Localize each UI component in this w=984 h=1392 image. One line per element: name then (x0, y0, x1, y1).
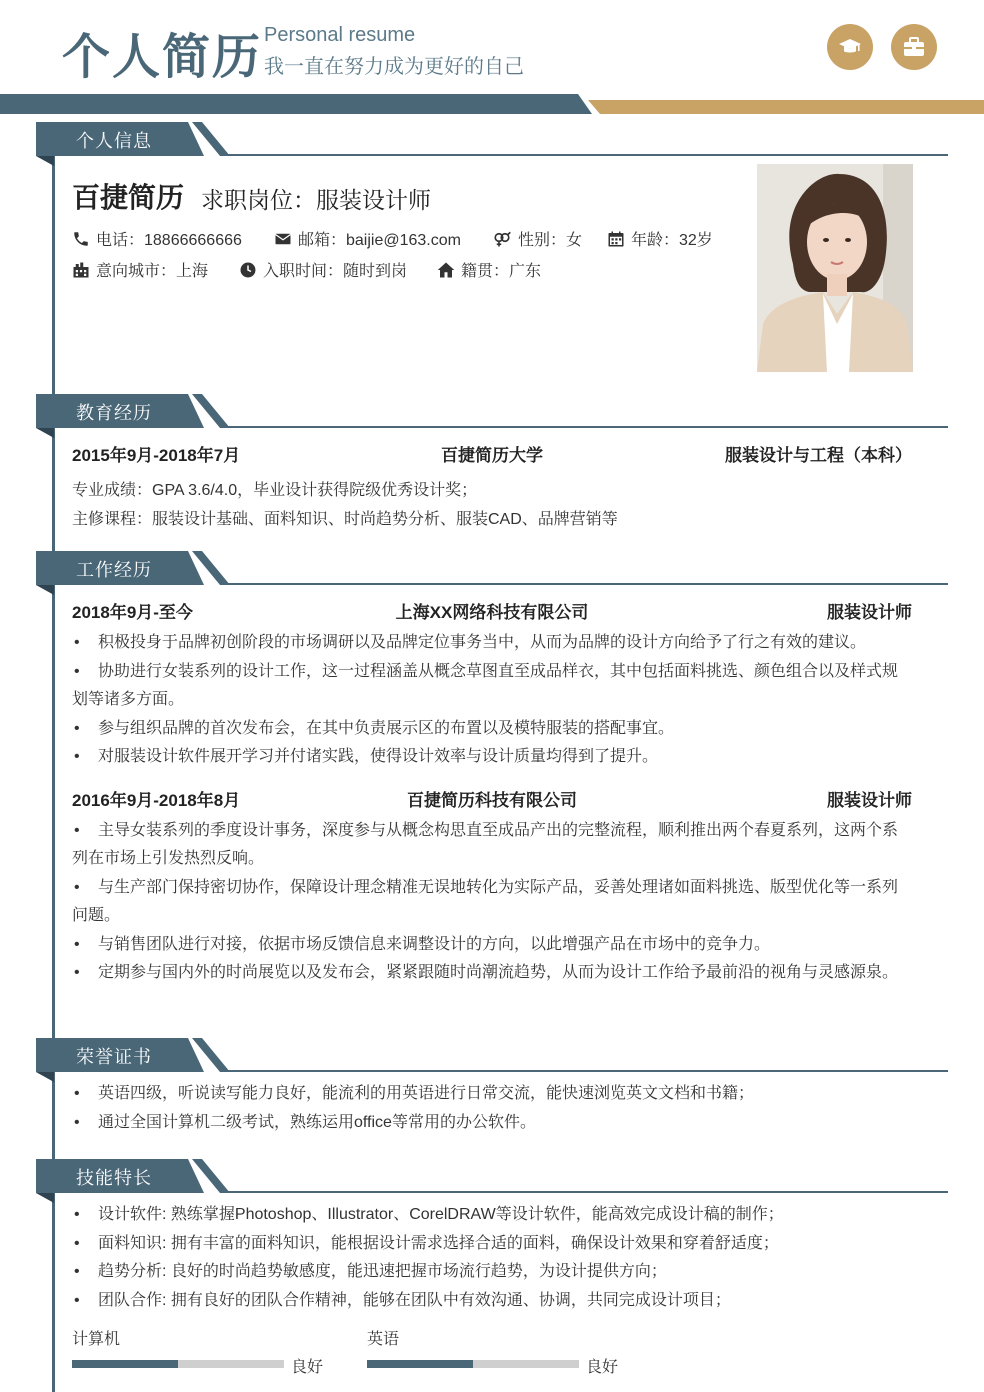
clock-icon (239, 261, 257, 279)
work-company: 百捷简历科技有限公司 (407, 791, 577, 810)
resume-title-english: Personal resume (264, 24, 416, 46)
work-period: 2018年9月-至今 (72, 603, 193, 622)
work-period: 2016年9月-2018年8月 (72, 791, 241, 810)
envelope-icon (274, 230, 292, 248)
briefcase-badge (891, 24, 937, 70)
skill-item: • 面料知识: 拥有丰富的面料知识，能根据设计需求选择合适的面料，确保设计效果和穿着舒适度； (72, 1230, 908, 1258)
header-band-gold (588, 100, 984, 114)
section-honors (36, 1038, 948, 1076)
start-date-info: 入职时间：随时到岗 (239, 258, 407, 281)
skill-level-text: 良好 (291, 1359, 324, 1376)
city-info: 意向城市：上海 (72, 258, 208, 281)
work-company: 上海XX网络科技有限公司 (395, 603, 589, 622)
section-title: 技能特长 (76, 1168, 152, 1188)
resume-slogan: 我一直在努力成为更好的自己 (264, 56, 524, 78)
portrait-image (757, 164, 913, 372)
gender-icon (492, 230, 512, 248)
phone-icon (72, 230, 90, 248)
education-entry (72, 441, 912, 466)
age-info: 年龄：32岁 (607, 227, 713, 250)
graduation-cap-icon (838, 35, 862, 59)
skill-level-name: 计算机 (72, 1331, 121, 1348)
section-skills (36, 1159, 948, 1197)
work-bullet: • 对服装设计软件展开学习并付诸实践，使得设计效率与设计质量均得到了提升。 (72, 743, 908, 771)
timeline-line (52, 156, 55, 1392)
work-title: 服装设计师 (827, 603, 912, 622)
work-bullet: • 协助进行女装系列的设计工作，这一过程涵盖从概念草图直至成品样衣，其中包括面料挑选、颜色组合以及样式规划等诸多方面。 (72, 658, 908, 714)
section-education (36, 394, 948, 432)
work-bullet: • 积极投身于品牌初创阶段的市场调研以及品牌定位事务当中，从而为品牌的设计方向给予了行之有效的建议。 (72, 629, 908, 657)
header-band-blue (0, 94, 592, 114)
home-icon (437, 261, 455, 279)
profile-photo (757, 164, 913, 372)
skill-item: • 趋势分析: 良好的时尚趋势敏感度，能迅速把握市场流行趋势，为设计提供方向； (72, 1258, 908, 1286)
origin-info: 籍贯：广东 (437, 258, 541, 281)
work-title: 服装设计师 (827, 791, 912, 810)
email-info: 邮箱：baijie@163.com (274, 227, 461, 250)
work-bullet: • 与销售团队进行对接，依据市场反馈信息来调整设计的方向，以此增强产品在市场中的竞争力。 (72, 931, 908, 959)
education-courses: 主修课程：服装设计基础、面料知识、时尚趋势分析、服装CAD、品牌营销等 (72, 511, 618, 528)
honor-item: • 通过全国计算机二级考试，熟练运用office等常用的办公软件。 (72, 1109, 908, 1137)
education-score: 专业成绩：GPA 3.6/4.0，毕业设计获得院级优秀设计奖； (72, 482, 478, 499)
graduation-cap-badge (827, 24, 873, 70)
work-bullet: • 主导女装系列的季度设计事务，深度参与从概念构思直至成品产出的完整流程，顺利推出两个春夏系列，这两个系列在市场上引发热烈反响。 (72, 817, 908, 873)
honor-item: • 英语四级，听说读写能力良好，能流利的用英语进行日常交流，能快速浏览英文文档和书籍； (72, 1080, 908, 1108)
section-title: 荣誉证书 (76, 1047, 152, 1067)
candidate-name: 百捷简历 (72, 182, 185, 213)
work-bullet: • 参与组织品牌的首次发布会，在其中负责展示区的布置以及模特服装的搭配事宜。 (72, 715, 908, 743)
skill-level-bar (367, 1360, 579, 1368)
work-entry-header (72, 786, 912, 811)
work-bullet: • 定期参与国内外的时尚展览以及发布会，紧紧跟随时尚潮流趋势，从而为设计工作给予最前沿的视角与灵感源泉。 (72, 959, 908, 987)
gender-info: 性别：女 (492, 227, 582, 250)
skill-item: • 团队合作: 拥有良好的团队合作精神，能够在团队中有效沟通、协调，共同完成设计项目； (72, 1287, 908, 1315)
section-title: 个人信息 (76, 131, 152, 151)
education-period: 2015年9月-2018年7月 (72, 446, 241, 465)
briefcase-icon (902, 35, 926, 59)
work-bullet: • 与生产部门保持密切协作，保障设计理念精准无误地转化为实际产品，妥善处理诸如面料挑选、版型优化等一系列问题。 (72, 874, 908, 930)
skill-item: • 设计软件: 熟练掌握Photoshop、Illustrator、CorelDRAW等设计软件，能高效完成设计稿的制作； (72, 1201, 908, 1229)
work-entry-header (72, 598, 912, 623)
section-work (36, 551, 948, 589)
phone-info: 电话：18866666666 (72, 227, 242, 250)
section-title: 教育经历 (76, 403, 152, 423)
section-personal-info (36, 122, 948, 160)
skill-level-name: 英语 (367, 1331, 400, 1348)
skill-level-bar (72, 1360, 284, 1368)
calendar-icon (607, 230, 625, 248)
city-building-icon (72, 261, 90, 279)
resume-title: 个人简历 (62, 31, 263, 84)
skill-level-text: 良好 (586, 1359, 619, 1376)
education-school: 百捷简历大学 (441, 446, 543, 465)
section-title: 工作经历 (76, 560, 152, 580)
education-major: 服装设计与工程（本科） (725, 446, 912, 465)
job-target: 求职岗位：服装设计师 (201, 187, 431, 213)
